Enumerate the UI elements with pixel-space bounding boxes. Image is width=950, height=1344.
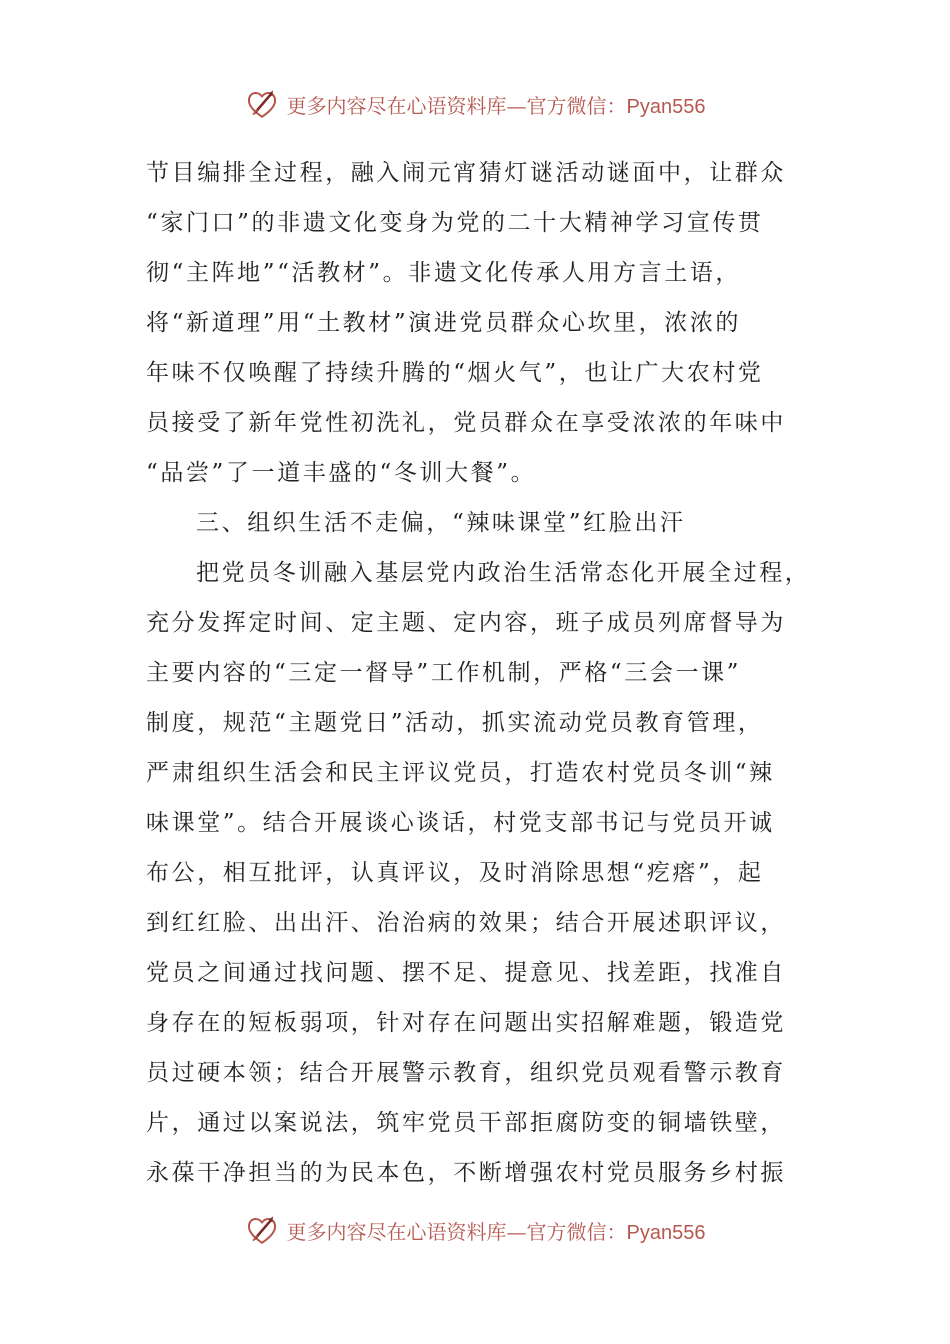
text-line: 严肃组织生活会和民主评议党员，打造农村党员冬训“辣 xyxy=(146,760,775,786)
text-line: 布公，相互批评，认真评议，及时消除思想“疙瘩”，起 xyxy=(146,860,764,886)
pen-heart-logo-icon xyxy=(245,1213,279,1247)
banner-dash: — xyxy=(506,1219,527,1244)
text-line: 三、组织生活不走偏，“辣味课堂”红脸出汗 xyxy=(196,510,686,536)
text-line: 充分发挥定时间、定主题、定内容，班子成员列席督导为 xyxy=(146,610,786,636)
text-line: 将“新道理”用“土教材”演进党员群众心坎里，浓浓的 xyxy=(146,310,742,336)
text-line: 年味不仅唤醒了持续升腾的“烟火气”，也让广大农村党 xyxy=(146,360,764,386)
banner-wechat-id: Pyan556 xyxy=(626,95,706,118)
banner-main-text: 更多内容尽在心语资料库 xyxy=(286,93,507,118)
banner-text xyxy=(287,1216,706,1245)
text-line: 味课堂”。结合开展谈心谈话，村党支部书记与党员开诚 xyxy=(146,810,775,836)
banner-main-text: 更多内容尽在心语资料库 xyxy=(286,1219,507,1244)
banner-text xyxy=(287,90,706,119)
banner-wechat-label: 官方微信： xyxy=(526,93,627,118)
text-line: 彻“主阵地”“活教材”。非遗文化传承人用方言土语， xyxy=(146,260,742,286)
text-line: 把党员冬训融入基层党内政治生活常态化开展全过程， xyxy=(196,560,810,586)
banner-wechat-label: 官方微信： xyxy=(526,1219,627,1244)
text-line: 员接受了新年党性初洗礼，党员群众在享受浓浓的年味中 xyxy=(146,410,786,436)
document-body xyxy=(146,148,810,1198)
text-line: 制度，规范“主题党日”活动，抓实流动党员教育管理， xyxy=(146,710,764,736)
text-line: 身存在的短板弱项，针对存在问题出实招解难题，锻造党 xyxy=(146,1010,786,1036)
banner-dash: — xyxy=(506,93,527,118)
pen-heart-logo-icon xyxy=(245,87,279,121)
header-banner xyxy=(0,84,950,124)
banner-wechat-id: Pyan556 xyxy=(626,1221,706,1244)
text-line: “家门口”的非遗文化变身为党的二十大精神学习宣传贯 xyxy=(146,210,764,236)
text-line: 永葆干净担当的为民本色，不断增强农村党员服务乡村振 xyxy=(146,1160,786,1186)
footer-banner xyxy=(0,1210,950,1250)
text-line: 员过硬本领；结合开展警示教育，组织党员观看警示教育 xyxy=(146,1060,786,1086)
text-line: 到红红脸、出出汗、治治病的效果；结合开展述职评议， xyxy=(146,910,786,936)
text-line: 主要内容的“三定一督导”工作机制，严格“三会一课” xyxy=(146,660,742,686)
text-line: 片，通过以案说法，筑牢党员干部拒腐防变的铜墙铁壁， xyxy=(146,1110,786,1136)
text-line: “品尝”了一道丰盛的“冬训大餐”。 xyxy=(146,460,537,486)
text-line: 党员之间通过找问题、摆不足、提意见、找差距，找准自 xyxy=(146,960,786,986)
text-line: 节目编排全过程，融入闹元宵猜灯谜活动谜面中，让群众 xyxy=(146,160,786,186)
